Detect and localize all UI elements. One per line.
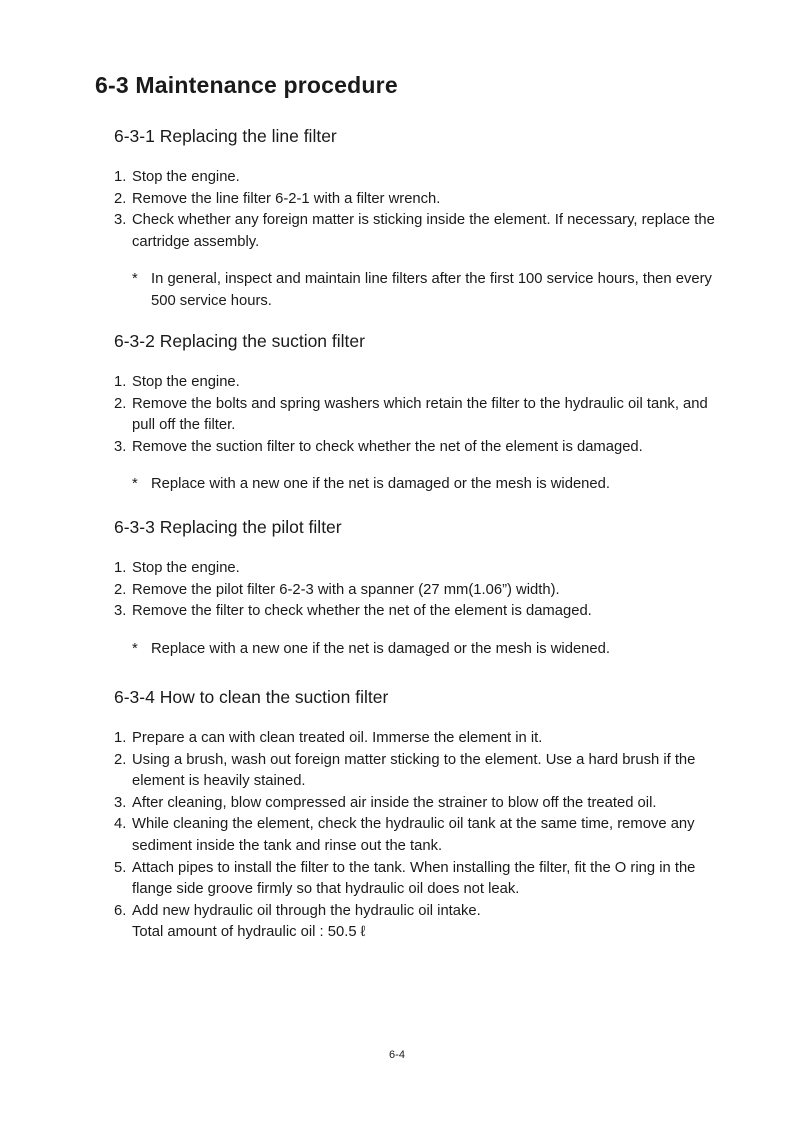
step-list: [114, 167, 734, 253]
step-text: [132, 901, 734, 944]
page-title: 6-3 Maintenance procedure: [95, 72, 398, 98]
step-item: [114, 750, 734, 793]
step-item: [114, 189, 734, 211]
step-number: 1.: [114, 374, 127, 390]
note-asterisk: *: [132, 271, 138, 288]
note: [132, 639, 734, 661]
step-item: [114, 558, 734, 580]
step-item: [114, 394, 734, 437]
step-number: 2.: [114, 395, 127, 412]
section-heading: 6-3-4 How to clean the suction filter: [114, 687, 389, 707]
step-number: 3.: [114, 438, 127, 455]
step-number: 2.: [114, 581, 127, 598]
step-number: 3.: [114, 212, 127, 229]
step-text: Stop the engine.: [132, 560, 240, 576]
step-text: Using a brush, wash out foreign matter sticking to the element. Use a hard brush if the element is heavily stained.: [132, 751, 696, 790]
section-replacing-line-filter: [114, 125, 734, 313]
step-number: 2.: [114, 190, 127, 207]
step-number: 6.: [114, 902, 127, 919]
step-text: After cleaning, blow compressed air inside the strainer to blow off the treated oil.: [132, 794, 657, 811]
step-item: [114, 601, 734, 623]
step-text: Check whether any foreign matter is sticking inside the element. If necessary, replace the cartridge assembly.: [132, 212, 715, 250]
step-text: Stop the engine.: [132, 169, 240, 185]
section-replacing-pilot-filter: [114, 516, 734, 660]
step-number: 1.: [114, 560, 127, 576]
step-number: 5.: [114, 859, 127, 876]
step-text: Remove the suction filter to check whether the net of the element is damaged.: [132, 438, 643, 455]
note-text: Replace with a new one if the net is damaged or the mesh is widened.: [151, 640, 610, 657]
step-item: [114, 580, 734, 602]
step-list: [114, 558, 734, 623]
step-number: 1.: [114, 169, 127, 185]
step-number: 3.: [114, 603, 127, 620]
step-number: 1.: [114, 730, 127, 746]
step-item: [114, 210, 734, 253]
section-heading: 6-3-1 Replacing the line filter: [114, 126, 337, 146]
hydraulic-oil-total: Total amount of hydraulic oil : 50.5 ℓ: [132, 924, 366, 941]
note-text: Replace with a new one if the net is damaged or the mesh is widened.: [151, 476, 610, 493]
step-text-main: Add new hydraulic oil through the hydraulic oil intake.: [132, 902, 481, 919]
step-text: Stop the engine.: [132, 374, 240, 390]
step-text: Prepare a can with clean treated oil. Immerse the element in it.: [132, 730, 543, 746]
step-item: [114, 858, 734, 901]
step-list: [114, 728, 734, 944]
section-clean-suction-filter: [114, 686, 734, 944]
note-asterisk: *: [132, 640, 138, 657]
step-item: [114, 814, 734, 857]
note: [132, 269, 734, 312]
step-item: [114, 437, 734, 459]
step-number: 3.: [114, 794, 127, 811]
step-text: Attach pipes to install the filter to the tank. When installing the filter, fit the O ring in the flange side groove firmly so that hydraulic oil does not leak.: [132, 859, 696, 898]
step-list: [114, 372, 734, 458]
step-number: 2.: [114, 751, 127, 768]
step-text: Remove the bolts and spring washers which retain the filter to the hydraulic oil tank, and pull off the filter.: [132, 395, 708, 434]
note-asterisk: *: [132, 476, 138, 493]
section-heading: 6-3-3 Replacing the pilot filter: [114, 517, 342, 537]
section-heading: 6-3-2 Replacing the suction filter: [114, 331, 365, 351]
step-text: Remove the filter to check whether the net of the element is damaged.: [132, 603, 592, 620]
step-text: Remove the line filter 6-2-1 with a filter wrench.: [132, 190, 441, 207]
step-item: [114, 372, 734, 394]
page-number: 6-4: [389, 1049, 405, 1061]
step-text: While cleaning the element, check the hydraulic oil tank at the same time, remove any sediment inside the tank and rinse out the tank.: [132, 816, 695, 854]
step-item: [114, 728, 734, 750]
step-number: 4.: [114, 816, 127, 833]
section-replacing-suction-filter: [114, 330, 734, 496]
step-item: [114, 167, 734, 189]
step-item: [114, 793, 734, 815]
note-text: In general, inspect and maintain line filters after the first 100 service hours, then every 500 service hours.: [151, 271, 712, 309]
step-text: Remove the pilot filter 6-2-3 with a spanner (27 mm(1.06”) width).: [132, 581, 560, 598]
step-item: [114, 901, 734, 944]
note: [132, 474, 734, 496]
